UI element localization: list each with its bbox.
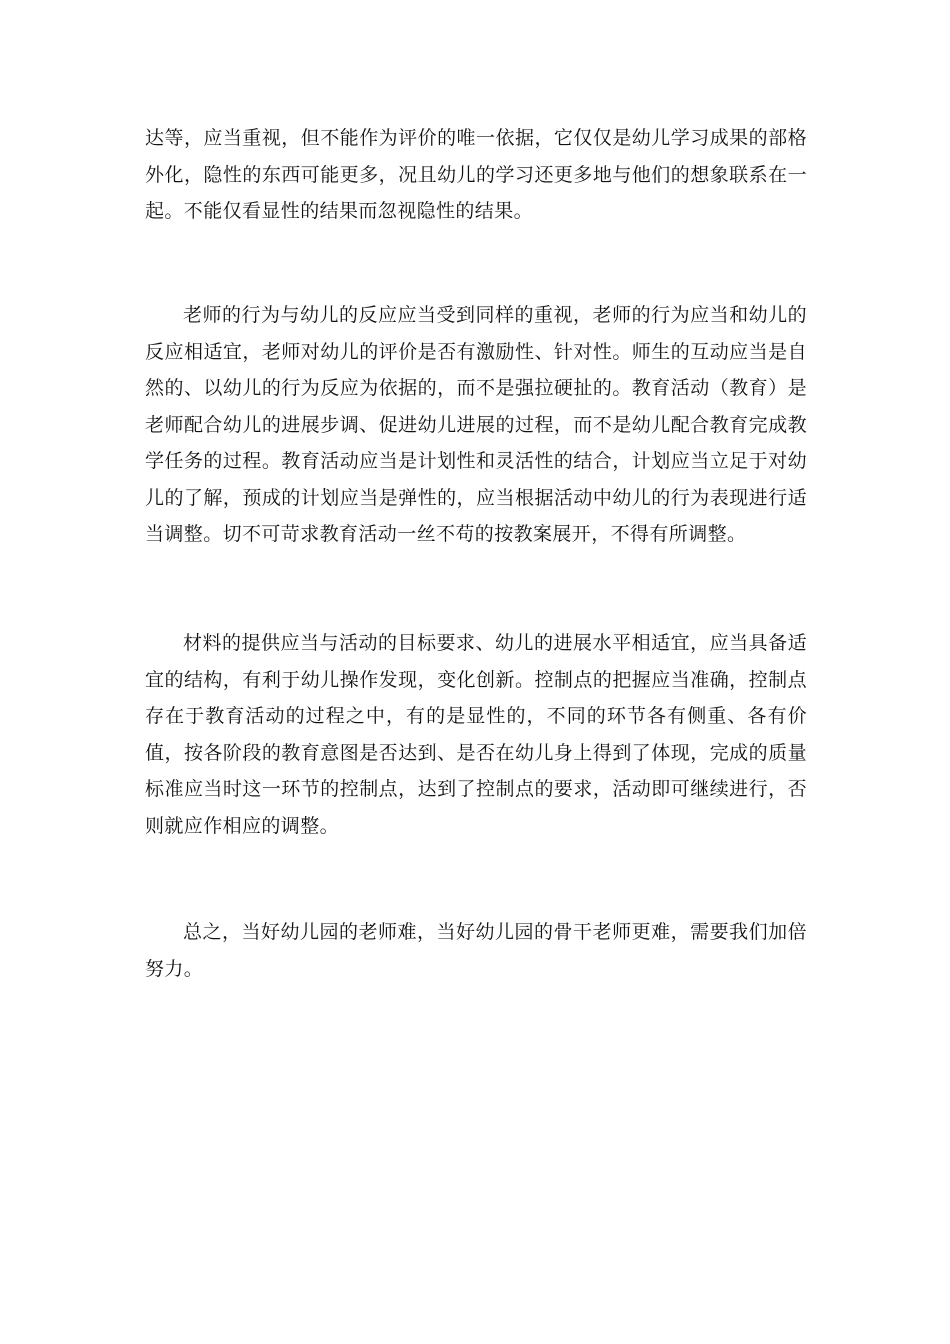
paragraph-materials-control-points: 材料的提供应当与活动的目标要求、幼儿的进展水平相适宜，应当具备适宜的结构，有利于幼儿操作发现，变化创新。控制点的把握应当准确，控制点存在于教育活动的过程之中，有的是显性的，不同的环节各有侧重、各有价值，按各阶段的教育意图是否达到、是否在幼儿身上得到了体现，完成的质量标准应当时这一环节的控制点，达到了控制点的要求，活动即可继续进行，否则就应作相应的调整。 [145,632,807,837]
paragraph-teacher-behavior: 老师的行为与幼儿的反应应当受到同样的重视，老师的行为应当和幼儿的反应相适宜，老师对幼儿的评价是否有激励性、针对性。师生的互动应当是自然的、以幼儿的行为反应为依据的，而不是强拉硬扯的。教育活动（教育）是老师配合幼儿的进展步调、促进幼儿进展的过程，而不是幼儿配合教育完成教学任务的过程。教育活动应当是计划性和灵活性的结合，计划应当立足于对幼儿的了解，预成的计划应当是弹性的，应当根据活动中幼儿的行为表现进行适当调整。切不可苛求教育活动一丝不苟的按教案展开，不得有所调整。 [145,304,807,545]
paragraph-continuation: 达等，应当重视，但不能作为评价的唯一依据，它仅仅是幼儿学习成果的部格外化，隐性的东西可能更多，况且幼儿的学习还更多地与他们的想象联系在一起。不能仅看显性的结果而忽视隐性的结果。 [145,127,807,222]
paragraph-conclusion: 总之，当好幼儿园的老师难，当好幼儿园的骨干老师更难，需要我们加倍努力。 [145,921,807,980]
